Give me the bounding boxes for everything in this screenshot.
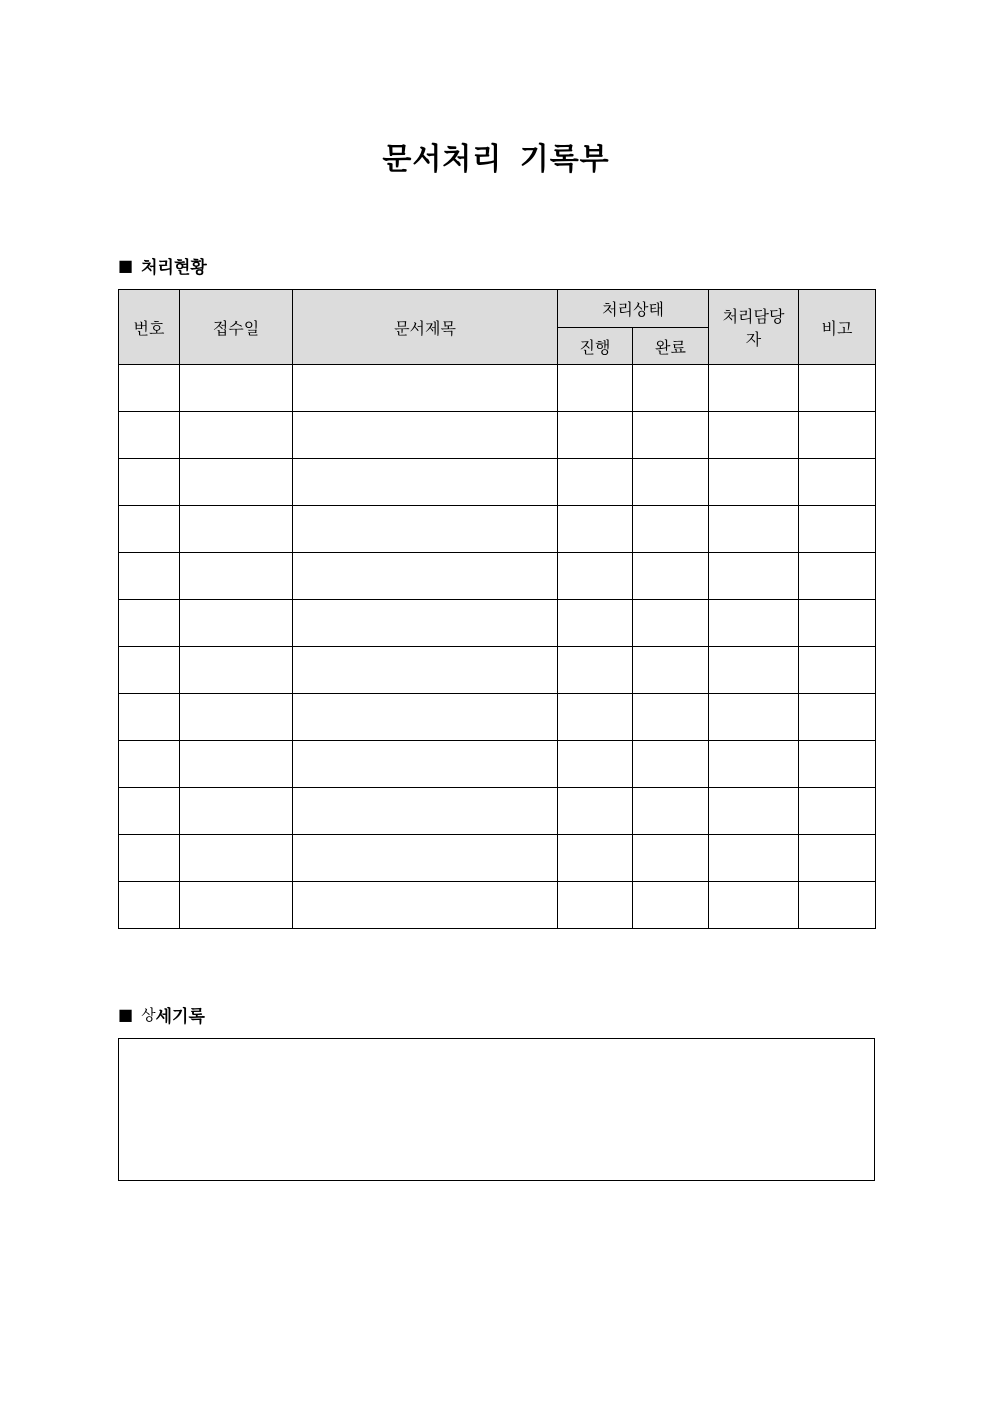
cell-received-date[interactable]: [180, 365, 293, 412]
cell-doc-title[interactable]: [293, 506, 558, 553]
cell-completed[interactable]: [633, 459, 709, 506]
cell-completed[interactable]: [633, 694, 709, 741]
cell-in-progress[interactable]: [558, 412, 633, 459]
cell-number[interactable]: [119, 694, 180, 741]
detail-section-heading: [118, 1002, 205, 1027]
cell-handler[interactable]: [709, 835, 799, 882]
cell-received-date[interactable]: [180, 506, 293, 553]
cell-number[interactable]: [119, 365, 180, 412]
cell-number[interactable]: [119, 412, 180, 459]
cell-doc-title[interactable]: [293, 459, 558, 506]
detail-section-title: 세기록: [155, 1007, 205, 1027]
status-table: [118, 289, 876, 929]
table-row: [119, 459, 876, 506]
cell-received-date[interactable]: [180, 412, 293, 459]
cell-completed[interactable]: [633, 600, 709, 647]
table-row: [119, 647, 876, 694]
cell-remarks[interactable]: [799, 741, 876, 788]
cell-received-date[interactable]: [180, 835, 293, 882]
header-doc-title: 문서제목: [293, 290, 558, 365]
cell-handler[interactable]: [709, 694, 799, 741]
cell-in-progress[interactable]: [558, 600, 633, 647]
cell-completed[interactable]: [633, 882, 709, 929]
table-row: [119, 741, 876, 788]
cell-number[interactable]: [119, 459, 180, 506]
cell-received-date[interactable]: [180, 788, 293, 835]
cell-doc-title[interactable]: [293, 882, 558, 929]
cell-number[interactable]: [119, 506, 180, 553]
cell-received-date[interactable]: [180, 741, 293, 788]
cell-doc-title[interactable]: [293, 835, 558, 882]
table-row: [119, 882, 876, 929]
cell-remarks[interactable]: [799, 365, 876, 412]
table-row: [119, 412, 876, 459]
header-received-date: 접수일: [180, 290, 293, 365]
status-table-body: [119, 365, 876, 929]
cell-handler[interactable]: [709, 553, 799, 600]
cell-handler[interactable]: [709, 412, 799, 459]
square-bullet-icon: ■: [118, 1005, 134, 1024]
cell-handler[interactable]: [709, 788, 799, 835]
cell-doc-title[interactable]: [293, 694, 558, 741]
cell-number[interactable]: [119, 882, 180, 929]
cell-received-date[interactable]: [180, 882, 293, 929]
cell-received-date[interactable]: [180, 553, 293, 600]
table-row: [119, 788, 876, 835]
table-row: [119, 835, 876, 882]
table-row: [119, 553, 876, 600]
cell-in-progress[interactable]: [558, 741, 633, 788]
page-title: 문서처리 기록부: [382, 142, 610, 177]
cell-handler[interactable]: [709, 647, 799, 694]
table-row: [119, 694, 876, 741]
cell-in-progress[interactable]: [558, 647, 633, 694]
table-row: [119, 506, 876, 553]
cell-remarks[interactable]: [799, 882, 876, 929]
cell-number[interactable]: [119, 600, 180, 647]
cell-number[interactable]: [119, 647, 180, 694]
cell-completed[interactable]: [633, 412, 709, 459]
cell-in-progress[interactable]: [558, 835, 633, 882]
detail-record-box[interactable]: [118, 1038, 875, 1181]
cell-remarks[interactable]: [799, 600, 876, 647]
cell-completed[interactable]: [633, 506, 709, 553]
table-row: [119, 365, 876, 412]
cell-number[interactable]: [119, 741, 180, 788]
cell-in-progress[interactable]: [558, 553, 633, 600]
cell-completed[interactable]: [633, 741, 709, 788]
cell-handler[interactable]: [709, 882, 799, 929]
detail-section-title-prefix: 상: [141, 1006, 156, 1024]
header-remarks: 비고: [799, 290, 876, 365]
header-completed: 완료: [633, 328, 709, 365]
cell-doc-title[interactable]: [293, 741, 558, 788]
cell-completed[interactable]: [633, 835, 709, 882]
cell-in-progress[interactable]: [558, 694, 633, 741]
cell-handler[interactable]: [709, 741, 799, 788]
cell-handler[interactable]: [709, 459, 799, 506]
cell-in-progress[interactable]: [558, 882, 633, 929]
cell-remarks[interactable]: [799, 459, 876, 506]
cell-in-progress[interactable]: [558, 459, 633, 506]
cell-doc-title[interactable]: [293, 365, 558, 412]
cell-received-date[interactable]: [180, 459, 293, 506]
cell-received-date[interactable]: [180, 647, 293, 694]
cell-doc-title[interactable]: [293, 600, 558, 647]
cell-handler[interactable]: [709, 506, 799, 553]
cell-remarks[interactable]: [799, 647, 876, 694]
cell-number[interactable]: [119, 835, 180, 882]
cell-handler[interactable]: [709, 600, 799, 647]
header-number: 번호: [119, 290, 180, 365]
cell-completed[interactable]: [633, 365, 709, 412]
cell-remarks[interactable]: [799, 506, 876, 553]
cell-doc-title[interactable]: [293, 553, 558, 600]
cell-number[interactable]: [119, 553, 180, 600]
cell-doc-title[interactable]: [293, 412, 558, 459]
cell-in-progress[interactable]: [558, 365, 633, 412]
cell-remarks[interactable]: [799, 788, 876, 835]
cell-received-date[interactable]: [180, 694, 293, 741]
status-section-title: 처리현황: [141, 258, 207, 278]
cell-remarks[interactable]: [799, 412, 876, 459]
cell-completed[interactable]: [633, 647, 709, 694]
cell-doc-title[interactable]: [293, 788, 558, 835]
cell-remarks[interactable]: [799, 694, 876, 741]
header-status: 처리상태: [558, 290, 709, 328]
cell-remarks[interactable]: [799, 835, 876, 882]
cell-in-progress[interactable]: [558, 506, 633, 553]
cell-remarks[interactable]: [799, 553, 876, 600]
cell-completed[interactable]: [633, 788, 709, 835]
status-section-heading: [118, 253, 207, 278]
cell-number[interactable]: [119, 788, 180, 835]
cell-in-progress[interactable]: [558, 788, 633, 835]
cell-completed[interactable]: [633, 553, 709, 600]
table-row: [119, 600, 876, 647]
header-handler: 처리담당자: [709, 290, 799, 365]
cell-handler[interactable]: [709, 365, 799, 412]
cell-received-date[interactable]: [180, 600, 293, 647]
header-in-progress: 진행: [558, 328, 633, 365]
square-bullet-icon: ■: [118, 256, 134, 275]
cell-doc-title[interactable]: [293, 647, 558, 694]
